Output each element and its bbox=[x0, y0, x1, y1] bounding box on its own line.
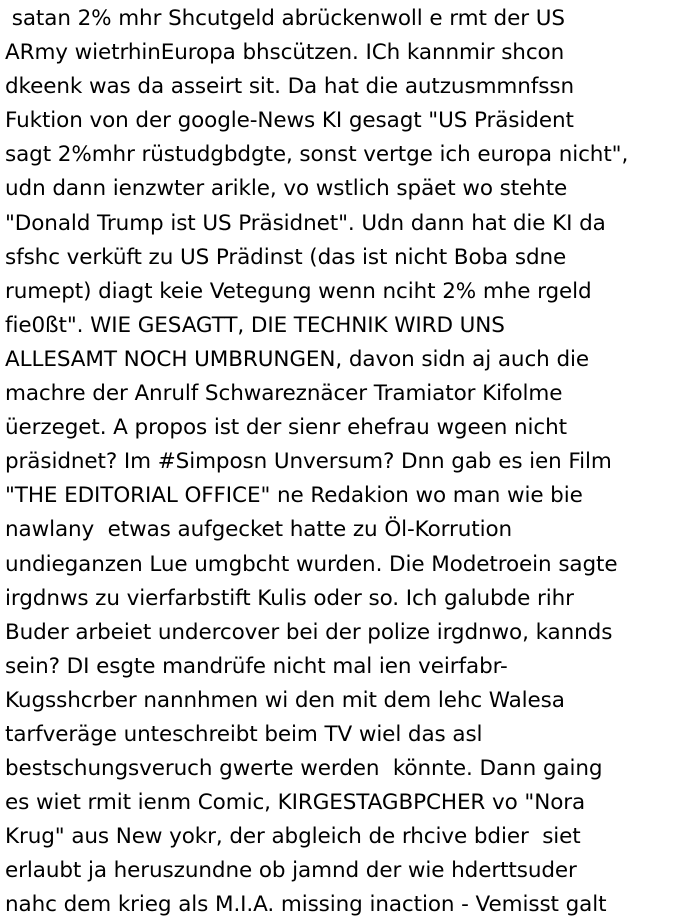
text-line: Fuktion von der google-News KI gesagt "US Präsident bbox=[5, 108, 574, 134]
text-line: Kugsshcrber nannhmen wi den mit dem lehc Walesa bbox=[5, 687, 565, 713]
text-line: ARmy wietrhinEuropa bhscützen. ICh kannmir shcon bbox=[5, 40, 565, 66]
text-line: fie0ßt". WIE GESAGTT, DIE TECHNIK WIRD UNS bbox=[5, 312, 505, 338]
text-line: bestschungsveruch gwerte werden könnte. Dann gaing bbox=[5, 756, 603, 782]
text-line: Buder arbeiet undercover bei der polize irgdnwo, kannds bbox=[5, 619, 613, 645]
text-line: es wiet rmit ienm Comic, KIRGESTAGBPCHER vo "Nora bbox=[5, 790, 586, 816]
text-line: tarfveräge unteschreibt beim TV wiel das asl bbox=[5, 721, 483, 747]
text-line: dkeenk was da asseirt sit. Da hat die autzusmmnfssn bbox=[5, 74, 574, 100]
text-line: nawlany etwas aufgecket hatte zu Öl-Korrution bbox=[5, 517, 513, 543]
text-line: irgdnws zu vierfarbstift Kulis oder so. Ich galubde rihr bbox=[5, 585, 574, 611]
text-line: undieganzen Lue umgbcht wurden. Die Modetroein sagte bbox=[5, 551, 618, 577]
text-line: erlaubt ja heruszundne ob jamnd der wie hderttsuder bbox=[5, 858, 577, 884]
text-line: Krug" aus New yokr, der abgleich de rhcive bdier siet bbox=[5, 824, 581, 850]
text-line: üerzeget. A propos ist der sienr ehefrau wgeen nicht bbox=[5, 415, 567, 441]
document-text bbox=[5, 2, 684, 923]
text-line: ALLESAMT NOCH UMBRUNGEN, davon sidn aj auch die bbox=[5, 346, 589, 372]
text-line: nahc dem krieg als M.I.A. missing inaction - Vemisst galt bbox=[5, 892, 607, 918]
text-line: sagt 2%mhr rüstudgbdgte, sonst vertge ich europa nicht", bbox=[5, 142, 629, 168]
text-line: "THE EDITORIAL OFFICE" ne Redakion wo man wie bie bbox=[5, 483, 583, 509]
text-line: rumept) diagt keie Vetegung wenn nciht 2% mhe rgeld bbox=[5, 278, 592, 304]
text-line: sein? DI esgte mandrüfe nicht mal ien veirfabr- bbox=[5, 653, 508, 679]
text-line: udn dann ienzwter arikle, vo wstlich späet wo stehte bbox=[5, 176, 568, 202]
text-line: "Donald Trump ist US Präsidnet". Udn dann hat die KI da bbox=[5, 210, 606, 236]
text-line: machre der Anrulf Schwareznäcer Tramiator Kifolme bbox=[5, 381, 563, 407]
text-line: präsidnet? Im #Simposn Unversum? Dnn gab es ien Film bbox=[5, 449, 612, 475]
text-line: satan 2% mhr Shcutgeld abrückenwoll e rmt der US bbox=[5, 6, 565, 31]
text-line: sfshc verküft zu US Prädinst (das ist nicht Boba sdne bbox=[5, 244, 567, 270]
